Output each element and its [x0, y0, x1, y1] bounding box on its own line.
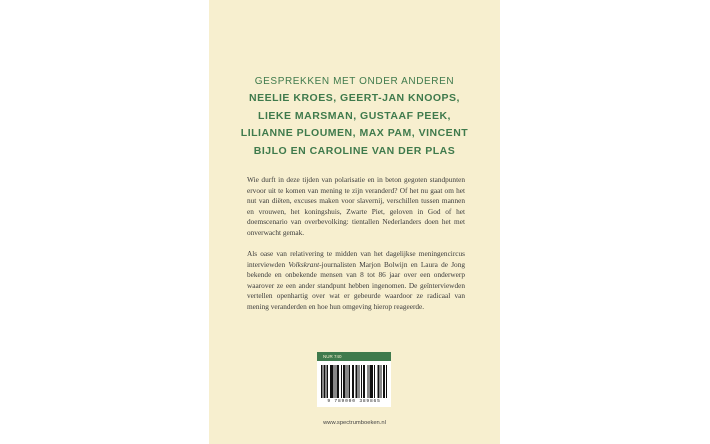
barcode-bar: [357, 365, 358, 398]
barcode-bar: [359, 365, 360, 398]
heading-line: NEELIE KROES, GEERT-JAN KNOOPS,: [249, 92, 460, 104]
blurb-text: -journalisten Marjon Bolwijn en Laura de Jong bekende en onbekende mensen van 8 tot 86 jaar over een onderwerp waarover ze een ander standpunt hebben ingenomen. De geïnterviewden vertellen openhartig over wat er gebeurde waardoor ze radicaal van mening veranderden en hoe hun omgeving hierop reageerde.: [247, 259, 465, 311]
interviewees-heading: [209, 74, 500, 160]
barcode-bar: [335, 365, 336, 398]
barcode-bar: [349, 365, 351, 398]
barcode-bar: [324, 365, 325, 398]
nur-label: NUR 740: [317, 352, 391, 361]
barcode-bar: [372, 365, 373, 398]
barcode-bar: [327, 365, 329, 398]
barcode-bar: [321, 365, 323, 398]
barcode-icon: [321, 365, 387, 398]
barcode-bar: [352, 365, 353, 398]
barcode-bar: [371, 365, 373, 398]
newspaper-name: Volkskrant: [288, 259, 320, 269]
barcode-bar: [379, 365, 380, 398]
barcode-bar: [363, 365, 364, 398]
barcode: [317, 361, 391, 407]
barcode-bar: [331, 365, 332, 398]
heading-line: LIEKE MARSMAN, GUSTAAF PEEK,: [258, 109, 451, 122]
barcode-bar: [378, 365, 379, 398]
isbn-number: 9 789000 389865: [327, 399, 381, 404]
barcode-bar: [353, 365, 354, 398]
blurb-text: Als oase van relativering te midden van het dagelijkse meningencircus interviewden: [247, 249, 465, 269]
barcode-bar: [384, 365, 385, 398]
barcode-bar: [341, 365, 342, 398]
barcode-bar: [338, 365, 340, 398]
back-cover: [209, 0, 500, 444]
publisher-website: www.spectrumboeken.nl: [323, 420, 386, 426]
barcode-bar: [381, 365, 382, 398]
barcode-bar: [330, 365, 331, 398]
barcode-bar: [345, 365, 346, 398]
heading-intro: GESPREKKEN MET ONDER ANDEREN: [254, 76, 455, 87]
barcode-bar: [337, 365, 338, 398]
barcode-bar: [325, 365, 326, 398]
barcode-bar: [383, 365, 384, 398]
barcode-bar: [343, 365, 345, 398]
barcode-bar: [386, 365, 387, 398]
barcode-bar: [370, 365, 371, 398]
blurb-paragraph-1: Wie durft in deze tijden van polarisatie en in beton gegoten standpunten ervoor uit te komen van mening te zijn veranderd? Of het nu gaat om het nut van diëten, excuses maken voor slavernij, verschillen tussen mannen en vrouwen, het koningshuis, Zwarte Piet, geloven in God of het doemscenario van overbevolking: tientallen Nederlanders doen het met onverwacht gemak.: [247, 175, 465, 237]
barcode-bar: [347, 365, 348, 398]
barcode-bar: [368, 365, 369, 398]
barcode-bar: [361, 365, 362, 398]
heading-line: LILIANNE PLOUMEN, MAX PAM, VINCENT: [240, 127, 469, 139]
barcode-bar: [332, 365, 334, 398]
barcode-bar: [374, 365, 375, 398]
barcode-bar: [364, 365, 365, 398]
blurb-paragraph-2: [247, 249, 465, 313]
barcode-bar: [356, 365, 357, 398]
heading-line: BIJLO EN CAROLINE VAN DER PLAS: [253, 144, 456, 157]
